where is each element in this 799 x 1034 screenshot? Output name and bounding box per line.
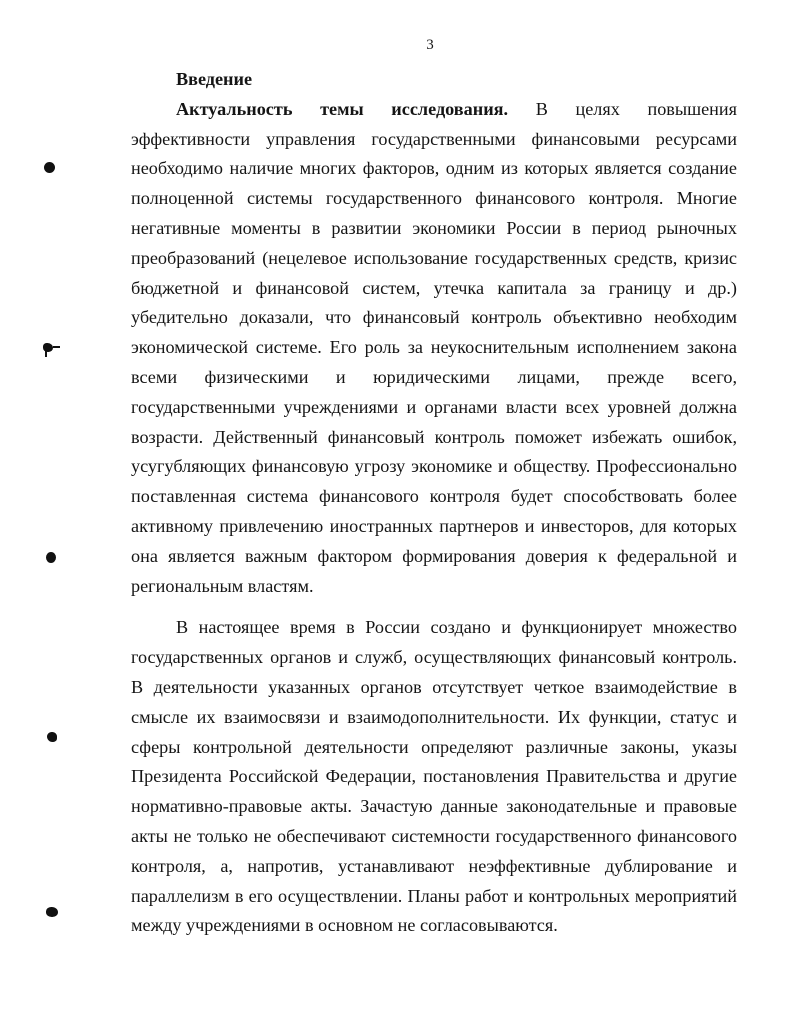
paragraph-current-state: В настоящее время в России создано и функционирует множество государственных органов и служб, осуществляющих финансовый контроль. В деятельности указанных органов отсутствует четкое взаимодействие в смысле их взаимосвязи и взаимодополнительности. Их функции, статус и сферы контрольной деятельности определяют различные законы, указы Президента Российской Федерации, постановления Правительства и другие нормативно-правовые акты. Зачастую данные законодательные и правовые акты не только не обеспечивают системности государственного финансового контроля, а, напротив, устанавливают неэффективные дублирование и параллелизм в его осуществлении. Планы работ и контрольных мероприятий между учреждениями в основном не согласовываются. [131,617,737,936]
paragraph-relevance [131,95,737,602]
scan-mark [46,907,58,917]
scan-mark [53,346,60,348]
scan-mark [44,162,55,173]
paragraph-lead: Актуальность темы исследования. [176,98,509,119]
scan-mark [47,732,57,742]
paragraph-text: В целях повышения эффективности управления государственными финансовыми ресурсами необходимо наличие многих факторов, одним из которых является создание полноценной системы государственного финансового контроля. Многие негативные моменты в развитии экономики России в период рыночных преобразований (нецелевое использование государственных средств, кризис бюджетной и финансовой систем, утечка капитала за границу и др.) убедительно доказали, что финансовый контроль объективно необходим экономической системе. Его роль за неукоснительным исполнением закона всеми физическими и юридическими лицами, прежде всего, государственными учреждениями и органами власти всех уровней должна возрасти. Действенный финансовый контроль поможет избежать ошибок, усугубляющих финансовую угрозу экономике и обществу. Профессионально поставленная система финансового контроля будет способствовать более активному привлечению иностранных партнеров и инвесторов, для которых она является важным фактором формирования доверия к федеральной и региональным властям. [131,98,738,596]
section-heading: Введение [176,69,253,89]
scan-mark [46,552,56,563]
document-body [131,65,737,941]
page-number: 3 [426,37,434,53]
scan-mark [45,351,47,357]
